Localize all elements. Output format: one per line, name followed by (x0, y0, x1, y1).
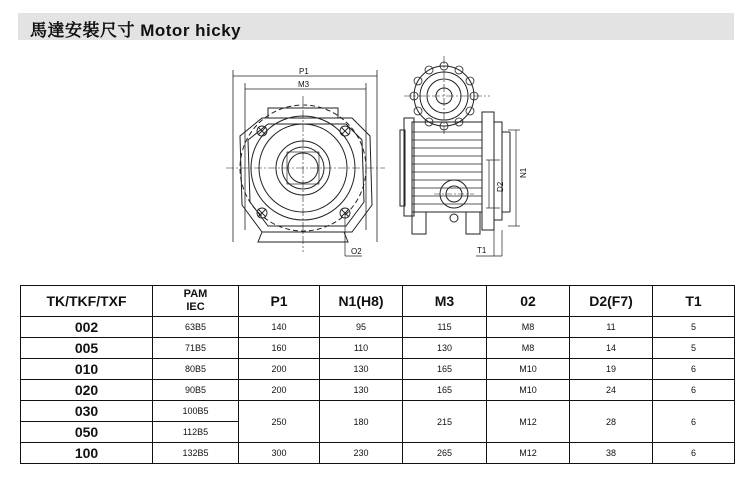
label-n1: N1 (519, 167, 528, 178)
cell-model: 050 (21, 422, 153, 443)
cell-p1: 160 (239, 338, 320, 359)
table-row (21, 317, 735, 338)
cell-model: 005 (21, 338, 153, 359)
table-row (21, 338, 735, 359)
cell-model: 010 (21, 359, 153, 380)
cell-t1: 6 (653, 359, 735, 380)
label-o2: O2 (351, 247, 362, 256)
cell-p1: 140 (239, 317, 320, 338)
cell-o2: M12 (487, 443, 570, 464)
cell-n1: 130 (320, 359, 403, 380)
table-row (21, 380, 735, 401)
header-model: TK/TKF/TXF (21, 286, 153, 317)
cell-t1: 6 (653, 380, 735, 401)
cell-t1: 6 (653, 401, 735, 443)
cell-t1: 6 (653, 443, 735, 464)
cell-o2: M8 (487, 317, 570, 338)
label-p1: P1 (299, 67, 309, 76)
header-pam (153, 286, 239, 317)
cell-n1: 180 (320, 401, 403, 443)
header-n1: N1(H8) (320, 286, 403, 317)
cell-p1: 200 (239, 380, 320, 401)
header-d2: D2(F7) (570, 286, 653, 317)
label-t1: T1 (477, 246, 487, 255)
cell-n1: 230 (320, 443, 403, 464)
cell-pam: 132B5 (153, 443, 239, 464)
table-row (21, 443, 735, 464)
cell-n1: 95 (320, 317, 403, 338)
header-m3: M3 (403, 286, 487, 317)
cell-m3: 130 (403, 338, 487, 359)
header-o2: 02 (487, 286, 570, 317)
table-row (21, 401, 735, 422)
cell-o2: M10 (487, 359, 570, 380)
header-t1: T1 (653, 286, 735, 317)
cell-p1: 300 (239, 443, 320, 464)
cell-d2: 11 (570, 317, 653, 338)
header-pam-top: PAM (183, 288, 208, 300)
cell-m3: 165 (403, 380, 487, 401)
cell-model: 020 (21, 380, 153, 401)
cell-d2: 24 (570, 380, 653, 401)
cell-t1: 5 (653, 338, 735, 359)
cell-d2: 38 (570, 443, 653, 464)
dimension-table (20, 285, 735, 464)
cell-p1: 250 (239, 401, 320, 443)
cell-model: 030 (21, 401, 153, 422)
header-pam-bottom: IEC (186, 301, 205, 313)
cell-model: 100 (21, 443, 153, 464)
cell-d2: 14 (570, 338, 653, 359)
cell-o2: M10 (487, 380, 570, 401)
cell-pam: 100B5 (153, 401, 239, 422)
label-d2: D2 (496, 181, 505, 192)
cell-d2: 19 (570, 359, 653, 380)
side-view (400, 56, 520, 256)
table-header-row (21, 286, 735, 317)
cell-t1: 5 (653, 317, 735, 338)
page-title: 馬達安裝尺寸 Motor hicky (30, 21, 242, 40)
cell-d2: 28 (570, 401, 653, 443)
cell-m3: 165 (403, 359, 487, 380)
cell-pam: 71B5 (153, 338, 239, 359)
cell-p1: 200 (239, 359, 320, 380)
cell-n1: 110 (320, 338, 403, 359)
cell-pam: 90B5 (153, 380, 239, 401)
cell-n1: 130 (320, 380, 403, 401)
front-view (226, 70, 385, 256)
cell-m3: 265 (403, 443, 487, 464)
cell-o2: M12 (487, 401, 570, 443)
cell-pam: 63B5 (153, 317, 239, 338)
header-p1: P1 (239, 286, 320, 317)
cell-model: 002 (21, 317, 153, 338)
cell-o2: M8 (487, 338, 570, 359)
cell-m3: 115 (403, 317, 487, 338)
cell-m3: 215 (403, 401, 487, 443)
cell-pam: 80B5 (153, 359, 239, 380)
cell-pam: 112B5 (153, 422, 239, 443)
label-m3: M3 (298, 80, 310, 89)
table-row (21, 359, 735, 380)
